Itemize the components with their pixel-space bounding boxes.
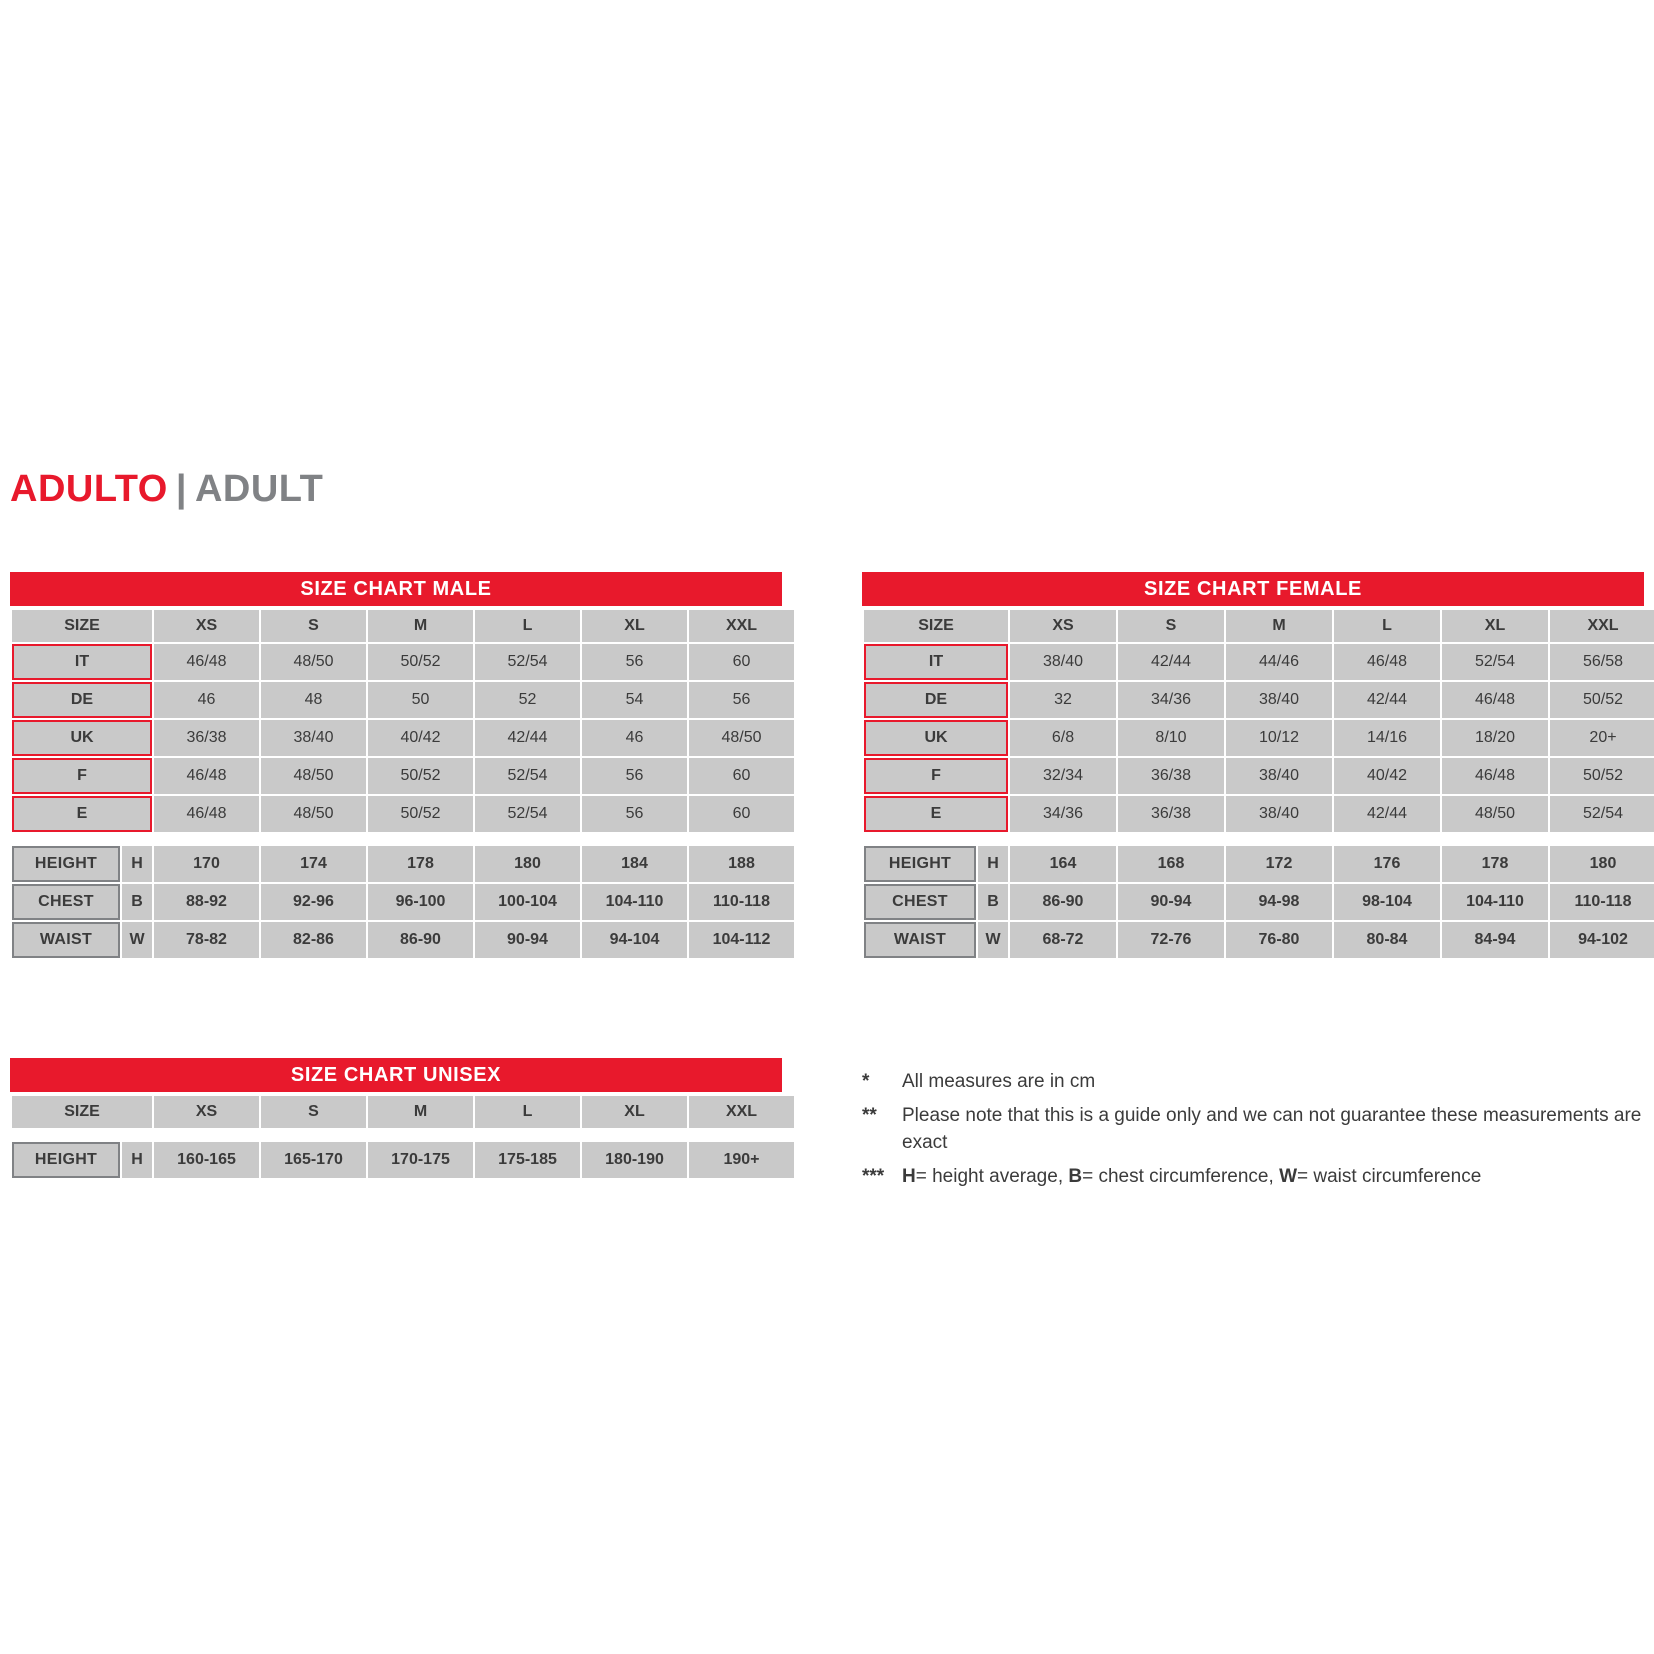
note-item <box>862 1102 1652 1157</box>
measure-cell: 168 <box>1118 846 1224 882</box>
note-text: All measures are in cm <box>902 1071 1096 1092</box>
measure-cell: 184 <box>582 846 687 882</box>
table-cell: 46 <box>582 720 687 756</box>
measure-cell: 72-76 <box>1118 922 1224 958</box>
table-cell: 40/42 <box>1334 758 1440 794</box>
column-header-m: M <box>1226 610 1332 642</box>
row-label-f: F <box>864 758 1008 794</box>
column-header-l: L <box>1334 610 1440 642</box>
table-cell: 48/50 <box>689 720 794 756</box>
table-cell: 48/50 <box>261 796 366 832</box>
measure-tag-w: W <box>122 922 152 958</box>
table-cell: 52/54 <box>1550 796 1654 832</box>
table-header-row <box>864 610 1654 642</box>
table-cell: 52/54 <box>475 796 580 832</box>
table-cell: 48 <box>261 682 366 718</box>
measure-cell: 98-104 <box>1334 884 1440 920</box>
table-row <box>864 720 1654 756</box>
row-label-de: DE <box>12 682 152 718</box>
note-text: Please note that this is a guide only and we can not guarantee these measurements are exact <box>902 1104 1642 1154</box>
column-header-l: L <box>475 1096 580 1128</box>
table-cell: 48/50 <box>261 644 366 680</box>
measure-cell: 84-94 <box>1442 922 1548 958</box>
measure-cell: 104-110 <box>582 884 687 920</box>
table-row <box>864 796 1654 832</box>
table-cell: 34/36 <box>1010 796 1116 832</box>
table-cell: 46/48 <box>154 796 259 832</box>
measure-cell: 175-185 <box>475 1142 580 1178</box>
table-row <box>12 644 794 680</box>
measure-cell: 86-90 <box>368 922 473 958</box>
table-cell: 38/40 <box>1226 758 1332 794</box>
table-cell: 56/58 <box>1550 644 1654 680</box>
note-item <box>862 1163 1652 1191</box>
table-cell: 50/52 <box>368 758 473 794</box>
measure-row <box>12 1142 794 1178</box>
column-header-m: M <box>368 1096 473 1128</box>
column-header-xl: XL <box>582 1096 687 1128</box>
table-cell: 42/44 <box>475 720 580 756</box>
measure-cell: 165-170 <box>261 1142 366 1178</box>
measure-label-height: HEIGHT <box>12 846 120 882</box>
table-cell: 14/16 <box>1334 720 1440 756</box>
measure-cell: 96-100 <box>368 884 473 920</box>
table-cell: 56 <box>582 796 687 832</box>
table-cell: 20+ <box>1550 720 1654 756</box>
measure-cell: 176 <box>1334 846 1440 882</box>
female-chart-header: SIZE CHART FEMALE <box>862 572 1644 606</box>
measure-cell: 160-165 <box>154 1142 259 1178</box>
measure-cell: 90-94 <box>475 922 580 958</box>
table-cell: 38/40 <box>1226 682 1332 718</box>
note-text: H= height average, B= chest circumference, W= waist circumference <box>902 1165 1482 1187</box>
measure-cell: 164 <box>1010 846 1116 882</box>
table-cell: 36/38 <box>1118 796 1224 832</box>
table-cell: 46/48 <box>1442 758 1548 794</box>
table-cell: 46/48 <box>1334 644 1440 680</box>
row-label-it: IT <box>864 644 1008 680</box>
table-cell: 32 <box>1010 682 1116 718</box>
column-header-xl: XL <box>582 610 687 642</box>
measure-label-chest: CHEST <box>864 884 976 920</box>
note-item <box>862 1068 1652 1096</box>
row-label-f: F <box>12 758 152 794</box>
row-label-e: E <box>12 796 152 832</box>
measure-cell: 94-104 <box>582 922 687 958</box>
table-cell: 50/52 <box>368 644 473 680</box>
measure-tag-b: B <box>122 884 152 920</box>
table-cell: 42/44 <box>1334 796 1440 832</box>
table-cell: 36/38 <box>154 720 259 756</box>
table-row <box>12 720 794 756</box>
female-measure-table <box>862 844 1654 960</box>
measure-cell: 172 <box>1226 846 1332 882</box>
column-header-xxl: XXL <box>689 1096 794 1128</box>
table-cell: 56 <box>689 682 794 718</box>
measure-cell: 178 <box>1442 846 1548 882</box>
measure-label-chest: CHEST <box>12 884 120 920</box>
measure-cell: 188 <box>689 846 794 882</box>
measure-cell: 180-190 <box>582 1142 687 1178</box>
size-label-cell: SIZE <box>12 1096 152 1128</box>
male-measure-table <box>10 844 796 960</box>
column-header-xl: XL <box>1442 610 1548 642</box>
measure-row <box>864 922 1654 958</box>
table-cell: 52/54 <box>475 644 580 680</box>
measure-cell: 190+ <box>689 1142 794 1178</box>
unisex-size-table <box>10 1094 796 1130</box>
row-label-uk: UK <box>12 720 152 756</box>
male-size-table <box>10 608 796 834</box>
table-cell: 56 <box>582 644 687 680</box>
measure-cell: 104-110 <box>1442 884 1548 920</box>
table-cell: 34/36 <box>1118 682 1224 718</box>
measure-cell: 82-86 <box>261 922 366 958</box>
measure-cell: 110-118 <box>1550 884 1654 920</box>
column-header-s: S <box>261 610 366 642</box>
table-cell: 36/38 <box>1118 758 1224 794</box>
table-cell: 50/52 <box>368 796 473 832</box>
table-cell: 48/50 <box>261 758 366 794</box>
page-title-en: ADULT <box>194 468 324 510</box>
column-header-xxl: XXL <box>1550 610 1654 642</box>
measure-cell: 78-82 <box>154 922 259 958</box>
measure-label-height: HEIGHT <box>864 846 976 882</box>
table-cell: 40/42 <box>368 720 473 756</box>
measure-cell: 68-72 <box>1010 922 1116 958</box>
table-cell: 46/48 <box>154 644 259 680</box>
table-cell: 52 <box>475 682 580 718</box>
table-cell: 46 <box>154 682 259 718</box>
measure-cell: 180 <box>475 846 580 882</box>
measure-cell: 170 <box>154 846 259 882</box>
table-row <box>864 758 1654 794</box>
unisex-measure-table <box>10 1140 796 1180</box>
measure-label-height: HEIGHT <box>12 1142 120 1178</box>
column-header-s: S <box>261 1096 366 1128</box>
row-label-de: DE <box>864 682 1008 718</box>
table-cell: 18/20 <box>1442 720 1548 756</box>
measure-cell: 76-80 <box>1226 922 1332 958</box>
column-header-m: M <box>368 610 473 642</box>
measure-row <box>864 884 1654 920</box>
measure-cell: 110-118 <box>689 884 794 920</box>
row-label-it: IT <box>12 644 152 680</box>
column-header-xs: XS <box>154 610 259 642</box>
measure-label-waist: WAIST <box>12 922 120 958</box>
measure-cell: 180 <box>1550 846 1654 882</box>
table-row <box>864 644 1654 680</box>
size-chart-female <box>862 572 1644 960</box>
measure-cell: 104-112 <box>689 922 794 958</box>
table-cell: 32/34 <box>1010 758 1116 794</box>
measure-tag-b: B <box>978 884 1008 920</box>
female-size-table <box>862 608 1654 834</box>
measure-cell: 90-94 <box>1118 884 1224 920</box>
table-cell: 46/48 <box>154 758 259 794</box>
measure-tag-h: H <box>978 846 1008 882</box>
page-title-it: ADULTO <box>10 468 168 510</box>
measure-label-waist: WAIST <box>864 922 976 958</box>
table-cell: 60 <box>689 796 794 832</box>
table-row <box>12 682 794 718</box>
table-header-row <box>12 1096 794 1128</box>
table-cell: 56 <box>582 758 687 794</box>
measure-cell: 94-102 <box>1550 922 1654 958</box>
measure-row <box>864 846 1654 882</box>
table-cell: 50/52 <box>1550 758 1654 794</box>
table-row <box>12 796 794 832</box>
measure-row <box>12 846 794 882</box>
size-chart-unisex <box>10 1058 782 1180</box>
table-cell: 52/54 <box>1442 644 1548 680</box>
table-cell: 54 <box>582 682 687 718</box>
measure-row <box>12 922 794 958</box>
row-label-uk: UK <box>864 720 1008 756</box>
table-cell: 50 <box>368 682 473 718</box>
table-cell: 60 <box>689 758 794 794</box>
column-header-l: L <box>475 610 580 642</box>
measure-cell: 88-92 <box>154 884 259 920</box>
column-header-xs: XS <box>154 1096 259 1128</box>
table-cell: 60 <box>689 644 794 680</box>
table-cell: 38/40 <box>1010 644 1116 680</box>
table-cell: 10/12 <box>1226 720 1332 756</box>
table-row <box>12 758 794 794</box>
table-cell: 42/44 <box>1118 644 1224 680</box>
size-label-cell: SIZE <box>864 610 1008 642</box>
unisex-chart-header: SIZE CHART UNISEX <box>10 1058 782 1092</box>
note-marker: * <box>862 1071 870 1092</box>
page-title <box>10 468 323 511</box>
measure-cell: 92-96 <box>261 884 366 920</box>
table-header-row <box>12 610 794 642</box>
note-marker: *** <box>862 1165 885 1187</box>
table-row <box>864 682 1654 718</box>
measure-row <box>12 884 794 920</box>
table-cell: 38/40 <box>261 720 366 756</box>
table-cell: 44/46 <box>1226 644 1332 680</box>
note-marker: ** <box>862 1104 877 1126</box>
table-cell: 46/48 <box>1442 682 1548 718</box>
measure-cell: 178 <box>368 846 473 882</box>
column-header-xxl: XXL <box>689 610 794 642</box>
measure-tag-h: H <box>122 846 152 882</box>
column-header-xs: XS <box>1010 610 1116 642</box>
table-cell: 50/52 <box>1550 682 1654 718</box>
table-cell: 52/54 <box>475 758 580 794</box>
size-label-cell: SIZE <box>12 610 152 642</box>
row-label-e: E <box>864 796 1008 832</box>
measure-tag-w: W <box>978 922 1008 958</box>
measure-cell: 94-98 <box>1226 884 1332 920</box>
page-title-separator: | <box>175 468 187 510</box>
notes-block <box>862 1068 1652 1196</box>
column-header-s: S <box>1118 610 1224 642</box>
measure-cell: 86-90 <box>1010 884 1116 920</box>
measure-cell: 100-104 <box>475 884 580 920</box>
size-chart-male <box>10 572 782 960</box>
table-cell: 38/40 <box>1226 796 1332 832</box>
table-cell: 8/10 <box>1118 720 1224 756</box>
table-cell: 6/8 <box>1010 720 1116 756</box>
measure-cell: 174 <box>261 846 366 882</box>
measure-tag-h: H <box>122 1142 152 1178</box>
measure-cell: 80-84 <box>1334 922 1440 958</box>
table-cell: 42/44 <box>1334 682 1440 718</box>
male-chart-header: SIZE CHART MALE <box>10 572 782 606</box>
table-cell: 48/50 <box>1442 796 1548 832</box>
measure-cell: 170-175 <box>368 1142 473 1178</box>
